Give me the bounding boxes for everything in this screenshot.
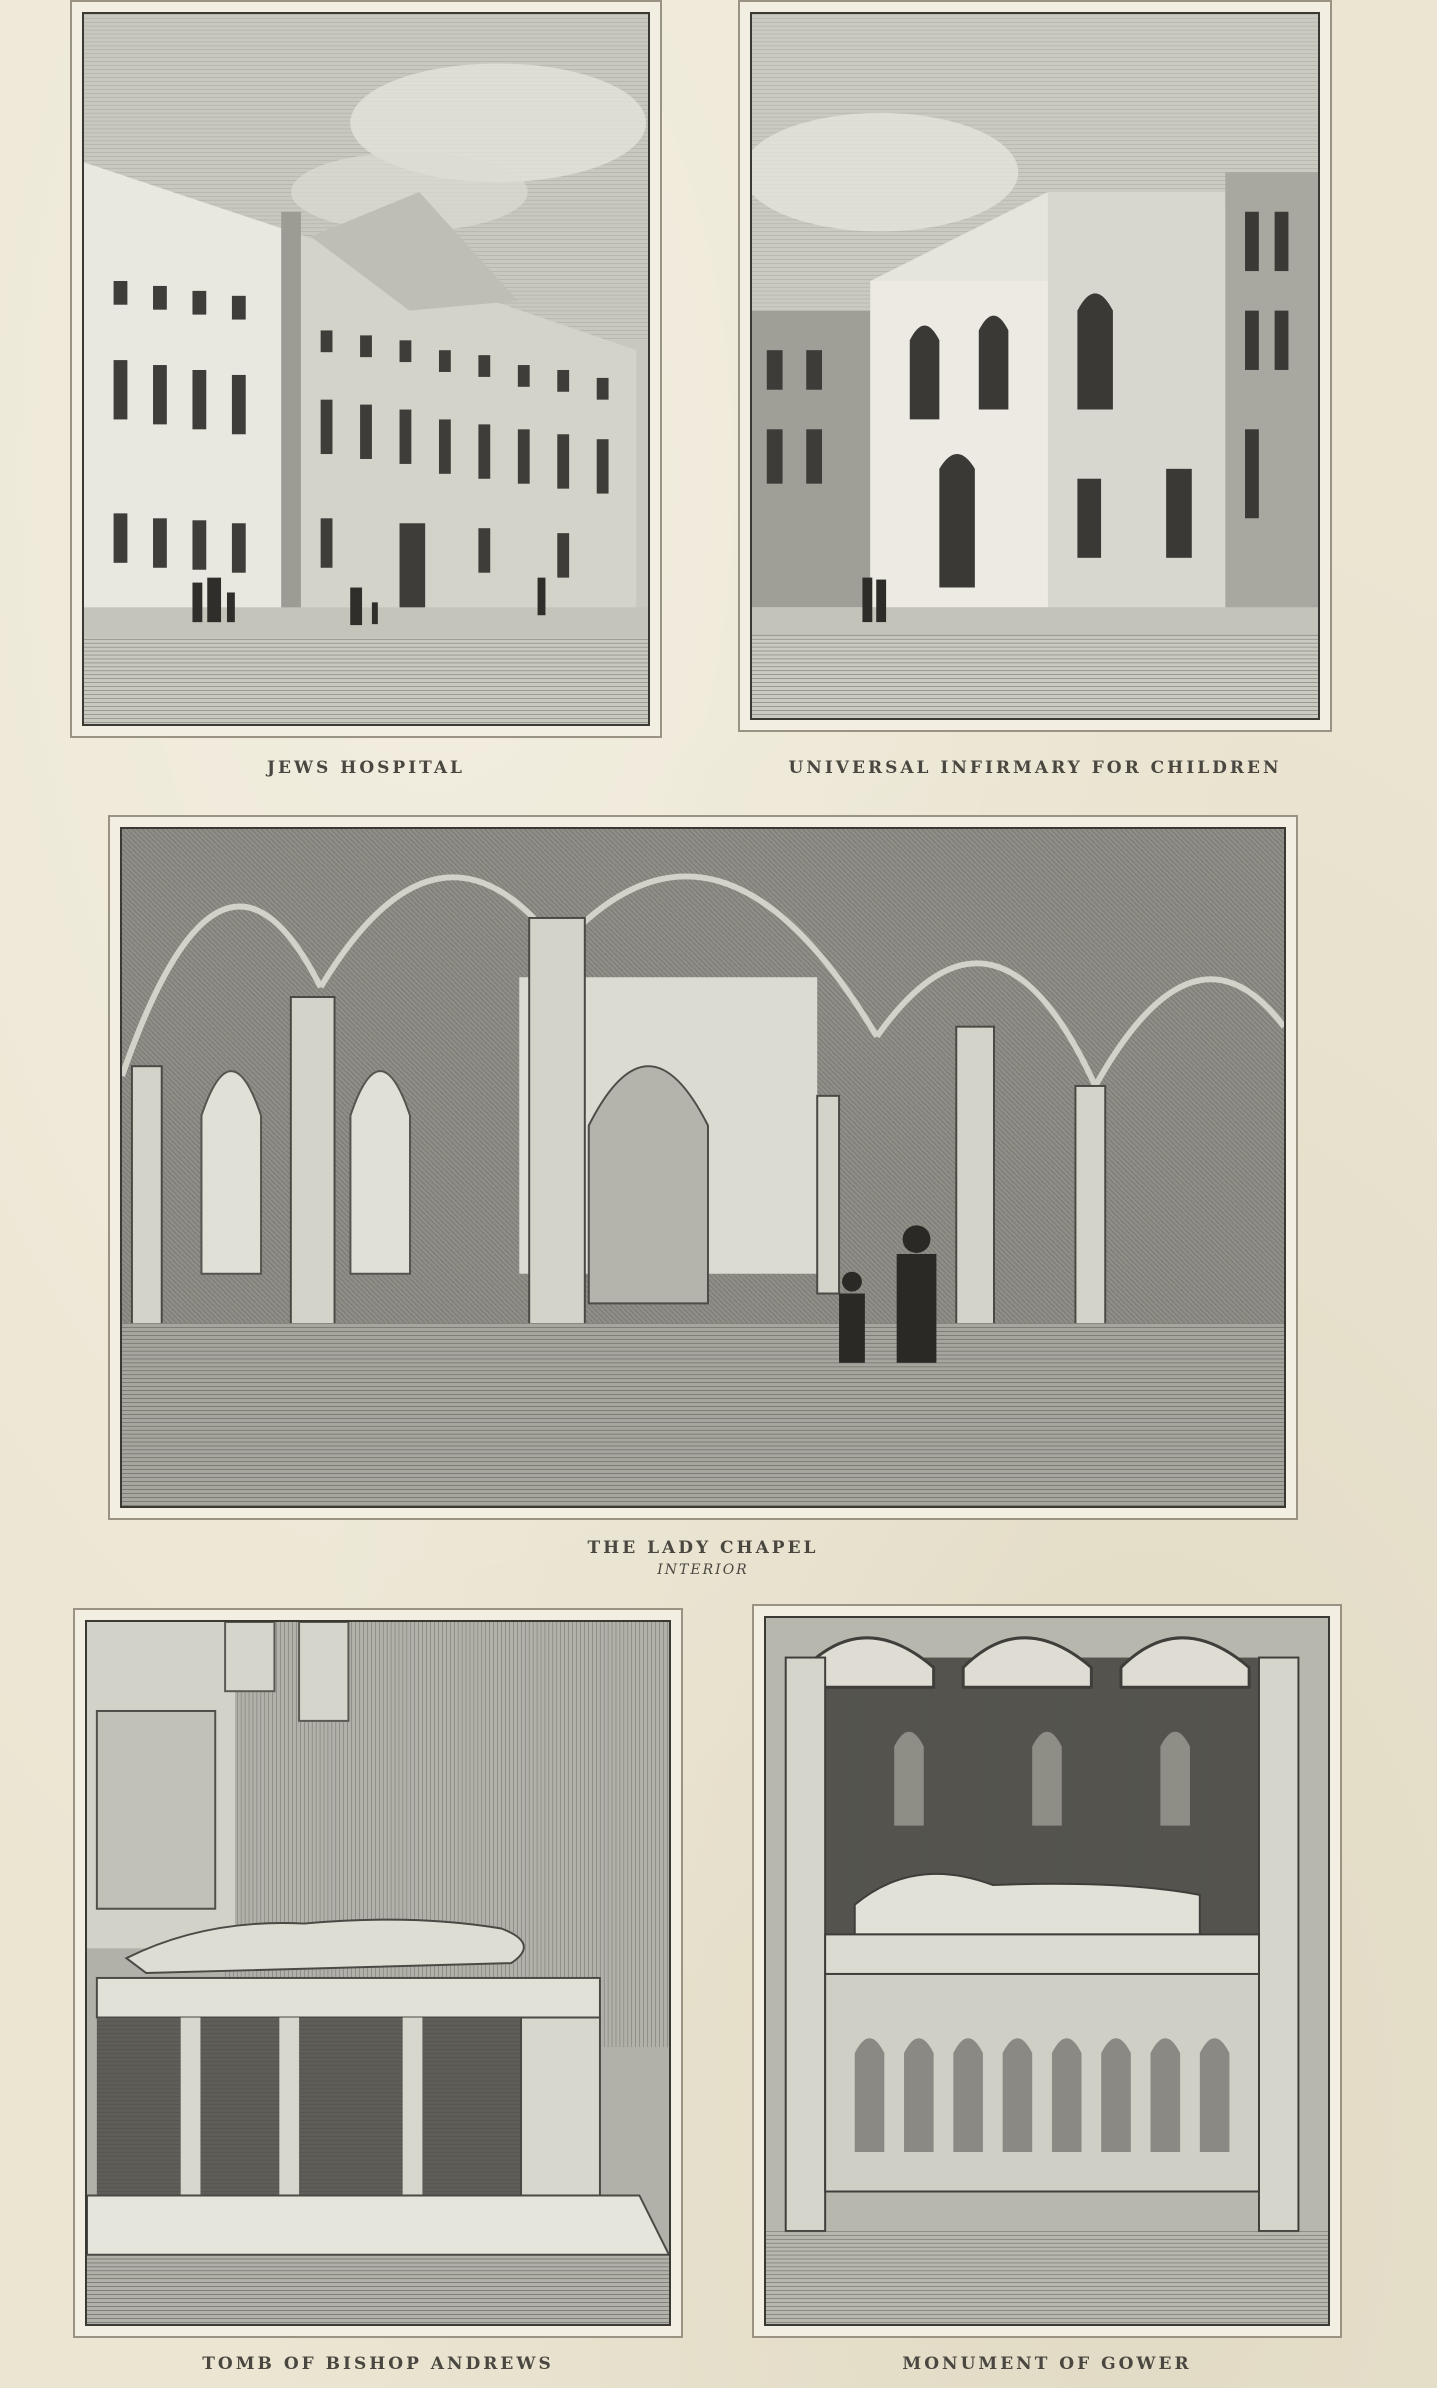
engraving-tomb-bishop-andrews — [85, 1620, 671, 2326]
plate-universal-infirmary — [738, 0, 1332, 732]
plate-lady-chapel — [108, 815, 1298, 1520]
plate-tomb-bishop-andrews — [73, 1608, 683, 2338]
subcaption-lady-chapel: INTERIOR — [657, 1562, 749, 1578]
caption-universal-infirmary: UNIVERSAL INFIRMARY FOR CHILDREN — [788, 758, 1282, 778]
caption-lady-chapel: THE LADY CHAPEL — [587, 1538, 819, 1558]
plate-jews-hospital — [70, 0, 662, 738]
engraving-jews-hospital — [82, 12, 650, 726]
caption-monument-of-gower: MONUMENT OF GOWER — [902, 2354, 1192, 2374]
caption-tomb-bishop-andrews: TOMB OF BISHOP ANDREWS — [202, 2354, 554, 2374]
plate-monument-of-gower — [752, 1604, 1342, 2338]
engraving-universal-infirmary — [750, 12, 1320, 720]
engraving-lady-chapel — [120, 827, 1286, 1508]
engraving-monument-of-gower — [764, 1616, 1330, 2326]
caption-jews-hospital: JEWS HOSPITAL — [266, 758, 466, 778]
